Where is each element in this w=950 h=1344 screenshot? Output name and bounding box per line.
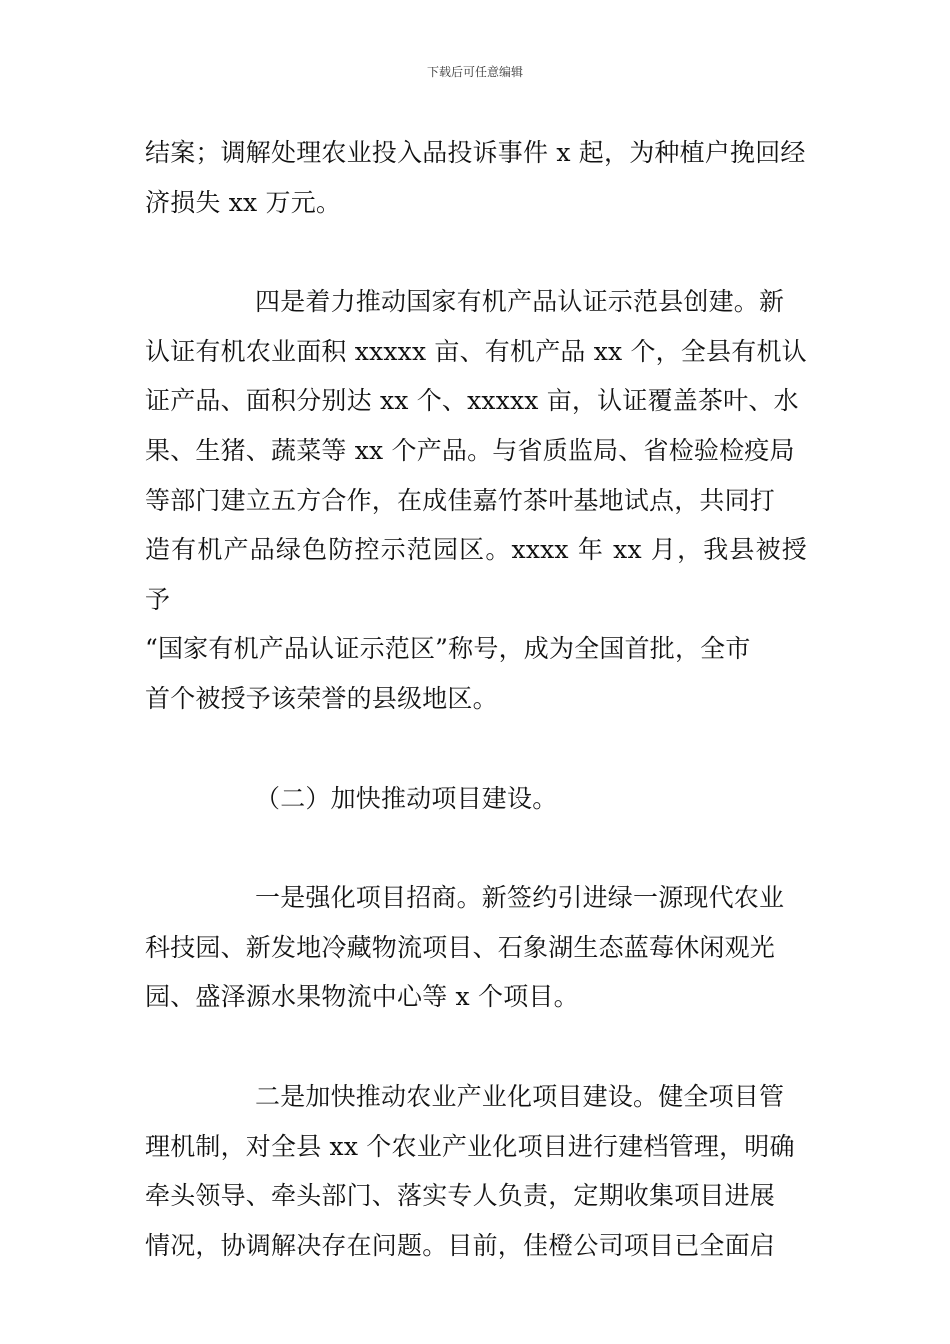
page-header-note: 下载后可任意编辑 (426, 65, 523, 79)
text-line: 科技园、新发地冷藏物流项目、石象湖生态蓝莓休闲观光 (145, 932, 776, 962)
section-heading-project-construction (145, 774, 807, 824)
text-line: 理机制，对全县 xx 个农业产业化项目进行建档管理，明确 (145, 1131, 795, 1161)
paragraph-industrialization-projects (145, 1072, 807, 1270)
text-line: （二）加快推动项目建设。 (255, 783, 558, 813)
text-line: 园、盛泽源水果物流中心等 x 个项目。 (145, 982, 579, 1012)
text-line: 造有机产品绿色防控示范园区。xxxx 年 xx 月，我县被授予 (145, 535, 807, 614)
text-line: 济损失 xx 万元。 (145, 187, 342, 217)
text-line: “国家有机产品认证示范区”称号，成为全国首批，全市 (145, 634, 751, 664)
paragraph-investment-attraction (145, 873, 807, 1022)
text-line: 二是加快推动农业产业化项目建设。健全项目管 (255, 1081, 785, 1111)
text-line: 等部门建立五方合作，在成佳嘉竹茶叶基地试点，共同打 (145, 485, 776, 515)
text-line: 牵头领导、牵头部门、落实专人负责，定期收集项目进展 (145, 1181, 776, 1211)
text-line: 结案；调解处理农业投入品投诉事件 x 起，为种植户挽回经 (145, 138, 806, 167)
text-line: 首个被授予该荣誉的县级地区。 (145, 683, 498, 713)
paragraph-organic-certification (145, 277, 807, 723)
text-line: 果、生猪、蔬菜等 xx 个产品。与省质监局、省检验检疫局 (145, 435, 795, 465)
paragraph-continuation (145, 128, 807, 227)
text-line: 证产品、面积分别达 xx 个、xxxxx 亩，认证覆盖茶叶、水 (145, 386, 799, 416)
text-line: 一是强化项目招商。新签约引进绿一源现代农业 (255, 883, 785, 913)
text-line: 四是着力推动国家有机产品认证示范县创建。新 (255, 287, 785, 317)
document-body (145, 128, 807, 1320)
text-line: 认证有机农业面积 xxxxx 亩、有机产品 xx 个，全县有机认 (145, 336, 807, 366)
text-line: 情况，协调解决存在问题。目前，佳橙公司项目已全面启 (145, 1230, 776, 1260)
